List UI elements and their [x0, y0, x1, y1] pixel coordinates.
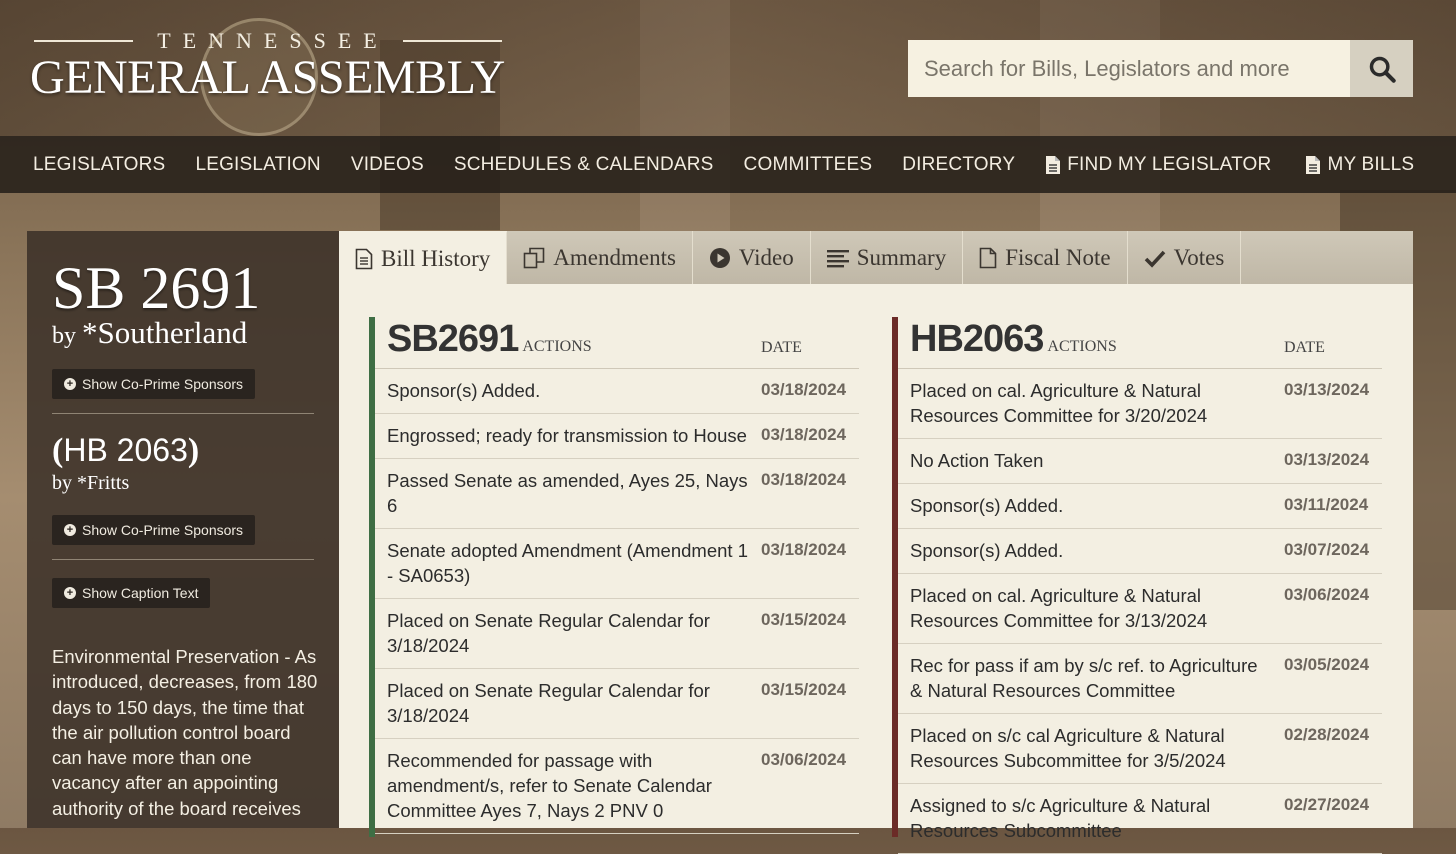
- nav-legislation[interactable]: LEGISLATION: [195, 153, 321, 175]
- search-bar: [908, 40, 1413, 97]
- house-bill-history: [892, 317, 1382, 841]
- table-row: Recommended for passage with amendment/s, refer to Senate Calendar Committee Ayes 7, Nays 2 PNV 0 03/06/2024: [375, 739, 859, 834]
- show-co-prime-sponsors-button[interactable]: + Show Co-Prime Sponsors: [52, 369, 255, 399]
- table-row: Passed Senate as amended, Ayes 25, Nays 6 03/18/2024: [375, 459, 859, 529]
- show-caption-text-button[interactable]: + Show Caption Text: [52, 578, 210, 608]
- tab-votes[interactable]: Votes: [1128, 231, 1242, 284]
- bill-tabs: [339, 231, 1413, 284]
- table-row: Senate adopted Amendment (Amendment 1 - SA0653) 03/18/2024: [375, 529, 859, 599]
- table-row: Placed on cal. Agriculture & Natural Resources Committee for 3/13/2024 03/06/2024: [898, 574, 1382, 644]
- companion-sponsor-name[interactable]: *Fritts: [77, 472, 130, 494]
- nav-committees[interactable]: COMMITTEES: [743, 153, 873, 175]
- file-icon: [979, 247, 997, 269]
- table-row: Placed on Senate Regular Calendar for 3/18/2024 03/15/2024: [375, 669, 859, 739]
- logo-title[interactable]: GENERAL ASSEMBLY: [30, 51, 505, 104]
- bill-detail-panel: [339, 231, 1413, 841]
- nav-schedules-calendars[interactable]: SCHEDULES & CALENDARS: [453, 153, 714, 175]
- senate-history-header: SB2691 ACTIONS DATE: [375, 317, 859, 369]
- tab-amendments[interactable]: Amendments: [507, 231, 693, 284]
- play-icon: [709, 247, 731, 269]
- table-row: Assigned to s/c Agriculture & Natural Resources Subcommittee 02/27/2024: [898, 784, 1382, 854]
- tab-summary[interactable]: Summary: [811, 231, 963, 284]
- site-header: [0, 0, 1456, 136]
- table-row: Sponsor(s) Added. 03/18/2024: [375, 369, 859, 414]
- search-icon: [1368, 55, 1396, 83]
- plus-circle-icon: +: [64, 378, 76, 390]
- document-icon: [355, 248, 373, 270]
- bill-number: SB 2691: [52, 255, 261, 321]
- sponsor-name[interactable]: *Southerland: [82, 315, 248, 350]
- nav-legislators[interactable]: LEGISLATORS: [33, 153, 166, 175]
- nav-find-my-legislator-label: FIND MY LEGISLATOR: [1067, 153, 1272, 175]
- logo-top[interactable]: [34, 30, 502, 52]
- search-input[interactable]: [908, 40, 1350, 97]
- house-history-header: HB2063 ACTIONS DATE: [898, 317, 1382, 369]
- copy-icon: [523, 247, 545, 269]
- table-row: Sponsor(s) Added. 03/07/2024: [898, 529, 1382, 574]
- divider: [52, 559, 314, 560]
- house-bill-title: HB2063: [910, 318, 1044, 360]
- show-co-prime-sponsors-button-2[interactable]: + Show Co-Prime Sponsors: [52, 515, 255, 545]
- plus-circle-icon: +: [64, 587, 76, 599]
- nav-directory[interactable]: DIRECTORY: [902, 153, 1016, 175]
- tab-video[interactable]: Video: [693, 231, 811, 284]
- nav-videos[interactable]: VIDEOS: [350, 153, 424, 175]
- main-nav: [0, 136, 1456, 193]
- table-row: Rec for pass if am by s/c ref. to Agriculture & Natural Resources Committee 03/05/2024: [898, 644, 1382, 714]
- table-row: Placed on s/c cal Agriculture & Natural Resources Subcommittee for 3/5/2024 02/28/2024: [898, 714, 1382, 784]
- table-row: Placed on cal. Agriculture & Natural Resources Committee for 3/20/2024 03/13/2024: [898, 369, 1382, 439]
- search-button[interactable]: [1350, 40, 1413, 97]
- table-row: No Action Taken 03/13/2024: [898, 439, 1382, 484]
- table-row: Sponsor(s) Added. 03/11/2024: [898, 484, 1382, 529]
- nav-my-bills-label: MY BILLS: [1327, 153, 1415, 175]
- align-left-icon: [827, 248, 849, 268]
- bill-caption: Environmental Preservation - As introduced, decreases, from 180 days to 150 days, the time that the air pollution control board can have more than one vacancy after an appointing authority of the board receives: [52, 646, 318, 819]
- nav-right: [1030, 154, 1429, 176]
- tab-fiscal-note[interactable]: Fiscal Note: [963, 231, 1127, 284]
- plus-circle-icon: +: [64, 524, 76, 536]
- nav-my-bills[interactable]: [1290, 154, 1429, 176]
- bill-sponsor: by *Southerland: [52, 315, 248, 350]
- senate-bill-title: SB2691: [387, 318, 519, 360]
- divider: [52, 413, 314, 414]
- nav-left: [18, 154, 1030, 176]
- document-icon: [1305, 155, 1321, 175]
- companion-bill-number: HB 2063: [63, 432, 188, 468]
- companion-sponsor: by *Fritts: [52, 472, 130, 494]
- bill-sidebar: [27, 231, 339, 828]
- logo-state-name: TENNESSEE: [157, 28, 389, 53]
- table-row: Placed on Senate Regular Calendar for 3/18/2024 03/15/2024: [375, 599, 859, 669]
- check-icon: [1144, 248, 1166, 268]
- tab-bill-history[interactable]: Bill History: [339, 231, 507, 284]
- document-icon: [1045, 155, 1061, 175]
- senate-bill-history: [369, 317, 859, 837]
- nav-find-my-legislator[interactable]: [1030, 154, 1286, 176]
- table-row: Engrossed; ready for transmission to House 03/18/2024: [375, 414, 859, 459]
- companion-bill[interactable]: (HB 2063): [52, 432, 200, 469]
